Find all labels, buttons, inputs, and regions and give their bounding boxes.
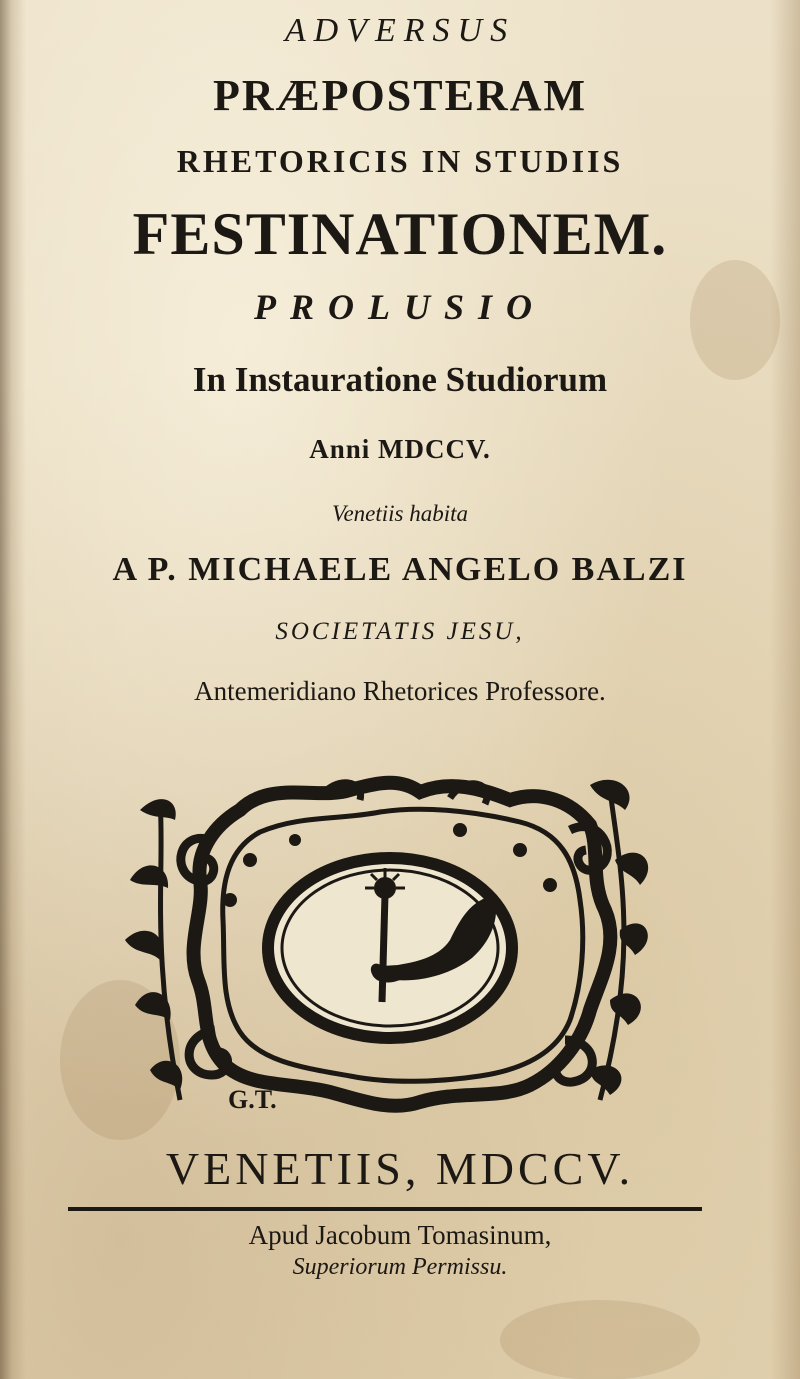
venetiis-habita-line: Venetiis habita	[331, 501, 469, 526]
society-line: SOCIETATIS JESU,	[275, 618, 525, 645]
paper-stain	[500, 1300, 700, 1379]
year-line: Anni MDCCV.	[309, 434, 491, 464]
title-line-praeposteram: PRÆPOSTERAM	[213, 71, 587, 120]
spine-shadow	[0, 0, 26, 1379]
edge-shadow	[770, 0, 800, 1379]
foliage-left	[125, 799, 182, 1100]
frame-stud	[243, 853, 257, 867]
professor-line: Antemeridiano Rhetorices Professore.	[194, 676, 606, 706]
frame-stud	[453, 823, 467, 837]
subtitle-instauratione: In Instauratione Studiorum	[192, 360, 608, 399]
title-line-festinationem: FESTINATIONEM.	[132, 201, 668, 267]
frame-stud	[289, 834, 301, 846]
frame-stud	[543, 878, 557, 892]
printer-line: Apud Jacobum Tomasinum,	[248, 1220, 552, 1250]
title-line-rhetoricis: RHETORICIS IN STUDIIS	[176, 143, 624, 179]
permission-line: Superiorum Permissu.	[292, 1254, 508, 1280]
emblem-initials: G.T.	[228, 1085, 277, 1114]
emblem-woodcut	[120, 770, 660, 1115]
frame-stud	[223, 893, 237, 907]
author-line: A P. MICHAELE ANGELO BALZI	[112, 551, 688, 588]
title-line-adversus: ADVERSUS	[284, 12, 516, 49]
title-line-prolusio: PROLUSIO	[253, 287, 547, 327]
imprint-rule	[68, 1207, 702, 1211]
printer-device-emblem	[120, 770, 660, 1115]
imprint-place-date: VENETIIS, MDCCV.	[165, 1143, 635, 1194]
frame-stud	[513, 843, 527, 857]
